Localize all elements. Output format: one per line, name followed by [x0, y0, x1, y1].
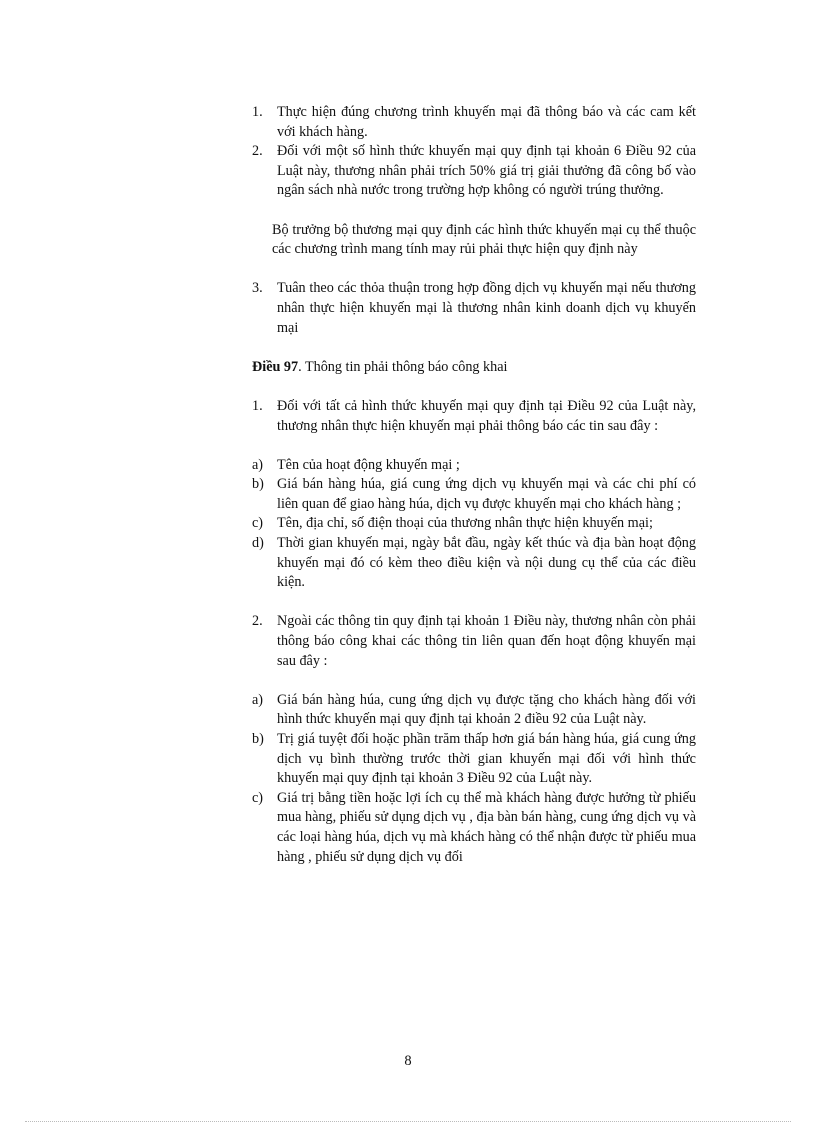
point-letter: a): [252, 456, 264, 473]
clause: [252, 397, 696, 436]
spacer: [252, 338, 696, 358]
point-text: Thời gian khuyến mại, ngày bắt đầu, ngày kết thúc và địa bàn hoạt động khuyến mại đó có kèm theo điều kiện và nội dung cụ thể của các điều kiện.: [277, 535, 696, 591]
point-text: Tên, địa chỉ, số điện thoại của thương nhân thực hiện khuyến mại;: [277, 515, 653, 532]
point-item: [252, 730, 696, 789]
article-label: Điều 97: [252, 358, 299, 375]
spacer: [252, 593, 696, 613]
point-letter: b): [252, 476, 264, 493]
item-text: Đối với một số hình thức khuyến mại quy định tại khoản 6 Điều 92 của Luật này, thương nhân phải trích 50% giá trị giải thưởng đã công bố vào ngân sách nhà nước trong trường hợp không có người trúng thưởng.: [277, 143, 696, 199]
item-text: Thực hiện đúng chương trình khuyến mại đã thông báo và các cam kết với khách hàng.: [277, 104, 696, 140]
list-item: [252, 279, 696, 338]
point-item: [252, 534, 696, 593]
point-letter: c): [252, 789, 264, 806]
article-heading: [252, 358, 696, 378]
point-letter: d): [252, 535, 264, 552]
point-text: Giá bán hàng húa, cung ứng dịch vụ được tặng cho khách hàng đối với hình thức khuyến mại quy định tại khoản 2 điều 92 của Luật này.: [277, 691, 696, 728]
spacer: [252, 201, 696, 221]
minister-paragraph: Bộ trưởng bộ thương mại quy định các hình thức khuyến mại cụ thể thuộc các chương trình mang tính may rủi phải thực hiện quy định này: [272, 221, 696, 258]
clause: [252, 612, 696, 671]
point-text: Giá bán hàng húa, giá cung ứng dịch vụ khuyến mại và các chi phí có liên quan để giao hàng húa, dịch vụ được khuyến mại cho khách hàng ;: [277, 476, 696, 512]
page-bottom-divider: [25, 1121, 791, 1122]
item-number: 1.: [252, 104, 263, 120]
spacer: [252, 260, 696, 280]
list-item: [252, 103, 696, 142]
item-number: 2.: [252, 143, 263, 160]
spacer: [252, 436, 696, 456]
point-letter: c): [252, 515, 264, 532]
article-title: . Thông tin phải thông báo công khai: [298, 358, 508, 375]
point-item: [252, 456, 696, 476]
point-item: [252, 789, 696, 867]
item-text: Tuân theo các thỏa thuận trong hợp đồng dịch vụ khuyến mại nếu thương nhân thực hiện khuyến mại là thương nhân kinh doanh dịch vụ khuyến mại: [277, 280, 696, 336]
page-number: 8: [404, 1053, 412, 1069]
clause-text: Đối với tất cả hình thức khuyến mại quy định tại Điều 92 của Luật này, thương nhân thực hiện khuyến mại phải thông báo các tin sau đây :: [277, 397, 696, 434]
page-body: [252, 103, 696, 867]
point-letter: b): [252, 731, 264, 747]
point-item: [252, 691, 696, 730]
list-item: [252, 142, 696, 201]
point-text: Tên của hoạt động khuyến mại ;: [277, 456, 460, 473]
point-letter: a): [252, 691, 264, 708]
point-text: Trị giá tuyệt đối hoặc phần trăm thấp hơn giá bán hàng húa, giá cung ứng dịch vụ bình thường trước thời gian khuyến mại đối với hình thức khuyến mại quy định tại khoản 3 Điều 92 của Luật này.: [277, 731, 696, 787]
point-item: [252, 475, 696, 514]
clause-number: 1.: [252, 397, 263, 414]
spacer: [252, 671, 696, 691]
point-item: [252, 514, 696, 534]
point-text: Giá trị bằng tiền hoặc lợi ích cụ thể mà khách hàng được hưởng từ phiếu mua hàng, phiếu sử dụng dịch vụ , địa bàn bán hàng, cung ứng dịch vụ và các loại hàng húa, dịch vụ mà khách hàng có thể nhận được từ phiếu mua hàng , phiếu sử dụng dịch vụ đối: [277, 789, 696, 865]
clause-number: 2.: [252, 613, 263, 630]
clause-text: Ngoài các thông tin quy định tại khoản 1 Điều này, thương nhân còn phải thông báo công khai các thông tin liên quan đến hoạt động khuyến mại sau đây :: [277, 613, 696, 669]
item-number: 3.: [252, 280, 263, 297]
spacer: [252, 377, 696, 397]
